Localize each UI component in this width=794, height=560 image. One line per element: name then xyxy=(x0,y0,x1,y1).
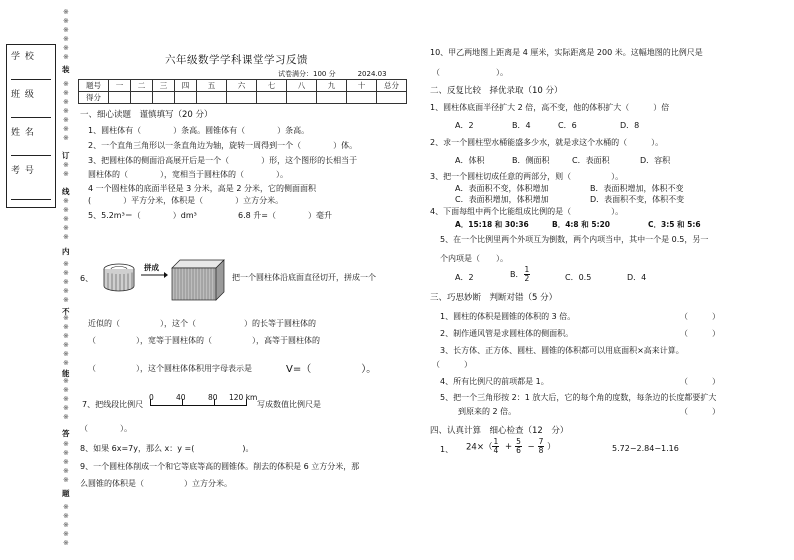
fraction-one-half xyxy=(524,266,531,283)
numerator: 1 xyxy=(524,265,530,274)
binding-char: 答 xyxy=(62,429,70,438)
scale-label: 40 xyxy=(176,393,186,402)
binding-dot: ※ xyxy=(63,341,69,349)
scale-bar xyxy=(150,405,246,406)
choice-2: 2、求一个圆柱型水桶能盛多少水，就是求这个水桶的（ ）。 xyxy=(430,138,664,147)
cuboid-figure xyxy=(170,258,226,302)
section-3-heading: 三、巧思妙断 判断对错（5 分） xyxy=(430,293,558,303)
question-10b: （ ）。 xyxy=(432,68,508,77)
binding-dot: ※ xyxy=(63,512,69,520)
exam-meta xyxy=(278,69,387,79)
binding-dot: ※ xyxy=(63,170,69,178)
choice-5-option: D．4 xyxy=(627,273,647,282)
question-7b: 写成数值比例尺是 xyxy=(257,400,321,409)
binding-dot: ※ xyxy=(63,404,69,412)
binding-dot: ※ xyxy=(63,521,69,529)
question-3b: 圆柱体的（ ），宽相当于圆柱体的（ ）。 xyxy=(88,170,288,179)
score-header-cell: 二 xyxy=(131,80,153,92)
binding-dot: ※ xyxy=(63,503,69,511)
choice-4: 4、下面每组中两个比能组成比例的是（ ）。 xyxy=(430,207,624,216)
fraction-seven-eighths xyxy=(538,438,545,455)
exam-date: 2024.03 xyxy=(357,70,387,78)
binding-dot: ※ xyxy=(63,233,69,241)
cylinder-figure xyxy=(102,263,136,293)
choice-5a: 5、在一个比例里两个外项互为倒数，两个内项当中，其中一个是 0.5，另一 xyxy=(440,235,709,244)
binding-dot: ※ xyxy=(63,215,69,223)
binding-dot: ※ xyxy=(63,206,69,214)
exam-no-label: 考 号 xyxy=(11,166,35,176)
exam-no-line xyxy=(11,199,51,200)
binding-dot: ※ xyxy=(63,197,69,205)
calc-expression-1 xyxy=(466,438,556,455)
choice-3-option: C．表面积增加，体积增加 xyxy=(455,195,549,204)
binding-dot: ※ xyxy=(63,125,69,133)
binding-dot: ※ xyxy=(63,80,69,88)
question-5b: 6.8 升=（ ）毫升 xyxy=(238,211,332,220)
school-line xyxy=(11,79,51,80)
binding-dot: ※ xyxy=(63,314,69,322)
judge-5b: 到原来的 2 倍。 xyxy=(458,407,517,416)
score-header-cell: 九 xyxy=(317,80,347,92)
score-cell[interactable] xyxy=(197,92,227,104)
binding-dot: ※ xyxy=(63,26,69,34)
judge-2: 2、制作通风管是求圆柱体的侧面积。 xyxy=(440,329,574,338)
scale-label: 120 km xyxy=(229,393,258,402)
choice-5-option: C．0.5 xyxy=(565,273,592,282)
section-4-heading: 四、认真计算 细心检查（12 分） xyxy=(430,426,569,436)
binding-dot: ※ xyxy=(63,359,69,367)
question-6c: （ ），宽等于圆柱体的（ ），高等于圆柱体的 xyxy=(88,336,320,345)
question-1: 1、圆柱体有（ ）条高。圆锥体有（ ）条高。 xyxy=(88,126,310,135)
choice-1-option: C．6 xyxy=(558,121,577,130)
choice-1-option: D．8 xyxy=(620,121,640,130)
binding-dot: ※ xyxy=(63,539,69,547)
binding-dot: ※ xyxy=(63,377,69,385)
choice-3-option: D．表面积不变，体积不变 xyxy=(590,195,685,204)
binding-dot: ※ xyxy=(63,395,69,403)
choice-4-option: A．15:18 和 30:36 xyxy=(455,220,529,229)
binding-dot: ※ xyxy=(63,17,69,25)
score-cell[interactable] xyxy=(377,92,407,104)
question-10a: 10、甲乙两地图上距离是 4 厘米，实际距离是 200 米。这幅地图的比例尺是 xyxy=(430,48,703,57)
numerator: 5 xyxy=(516,437,521,446)
binding-dot: ※ xyxy=(63,530,69,538)
judge-5-paren: （ ） xyxy=(680,407,720,416)
class-line xyxy=(11,117,51,118)
binding-dot: ※ xyxy=(63,89,69,97)
question-6b: 近似的（ ），这个（ ）的长等于圆柱体的 xyxy=(88,319,316,328)
choice-2-option: D．容积 xyxy=(640,156,671,165)
question-6d: （ ），这个圆柱体体积用字母表示是 xyxy=(88,364,252,373)
choice-1: 1、圆柱体底面半径扩大 2 倍，高不变，他的体积扩大（ ）倍 xyxy=(430,103,670,112)
binding-dot: ※ xyxy=(63,332,69,340)
binding-char: 装 xyxy=(62,65,70,74)
question-9b: 么圆锥的体积是（ ）立方分米。 xyxy=(80,479,232,488)
numerator: 7 xyxy=(538,437,544,446)
score-header-cell: 六 xyxy=(227,80,257,92)
binding-dot: ※ xyxy=(63,323,69,331)
question-6-number: 6、 xyxy=(80,274,94,283)
denominator: 8 xyxy=(538,446,544,455)
numerator: 1 xyxy=(493,437,499,446)
option-letter: B． xyxy=(510,270,524,279)
full-score: 试卷满分：100 分 xyxy=(278,70,336,78)
binding-dot: ※ xyxy=(63,440,69,448)
binding-char: 题 xyxy=(62,489,70,498)
binding-dot: ※ xyxy=(63,98,69,106)
choice-5-option: A．2 xyxy=(455,273,474,282)
binding-dot: ※ xyxy=(63,260,69,268)
binding-char: 内 xyxy=(62,247,70,256)
choice-4-option: B．4:8 和 5:20 xyxy=(552,220,611,229)
binding-dot: ※ xyxy=(63,269,69,277)
binding-dot: ※ xyxy=(63,413,69,421)
judge-3b: （ ） xyxy=(432,360,472,369)
name-line xyxy=(11,155,51,156)
score-cell[interactable] xyxy=(317,92,347,104)
judge-3a: 3、长方体、正方体、圆柱、圆锥的体积都可以用底面积×高来计算。 xyxy=(440,346,684,355)
judge-4-paren: （ ） xyxy=(680,377,720,386)
class-label: 班 级 xyxy=(11,90,35,100)
binding-dot: ※ xyxy=(63,467,69,475)
fraction-five-sixths xyxy=(515,438,522,455)
binding-dot: ※ xyxy=(63,386,69,394)
judge-5a: 5、把一个三角形按 2：1 放大后，它的每个角的度数，每条边的长度都要扩大 xyxy=(440,393,717,402)
score-cell[interactable] xyxy=(257,92,287,104)
denominator: 2 xyxy=(524,274,530,283)
calc-number: 1、 xyxy=(440,445,454,454)
binding-line xyxy=(63,8,73,553)
choice-2-option: A．体积 xyxy=(455,156,485,165)
score-cell[interactable] xyxy=(109,92,131,104)
score-cell[interactable] xyxy=(131,92,153,104)
score-cell[interactable] xyxy=(227,92,257,104)
score-header-cell: 五 xyxy=(197,80,227,92)
choice-1-option: A．2 xyxy=(455,121,474,130)
score-cell[interactable] xyxy=(347,92,377,104)
score-table xyxy=(78,79,407,104)
binding-char: 不 xyxy=(62,307,70,316)
question-9a: 9、一个圆柱体削成一个和它等底等高的圆锥体。削去的体积是 6 立方分米，那 xyxy=(80,462,360,471)
binding-dot: ※ xyxy=(63,476,69,484)
arrow-figure xyxy=(140,262,168,282)
choice-4-option: C．3:5 和 5:6 xyxy=(648,220,701,229)
student-info-box xyxy=(6,44,56,208)
binding-dot: ※ xyxy=(63,8,69,16)
binding-dot: ※ xyxy=(63,107,69,115)
denominator: 4 xyxy=(493,446,499,455)
binding-dot: ※ xyxy=(63,287,69,295)
score-cell[interactable] xyxy=(175,92,197,104)
section-2-heading: 二、反复比较 择优录取（10 分） xyxy=(430,86,563,96)
expr-prefix: 24×（ xyxy=(466,442,493,453)
choice-5b: 个内项是（ ）。 xyxy=(440,254,508,263)
choice-5-option xyxy=(510,266,530,283)
binding-dot: ※ xyxy=(63,278,69,286)
binding-dot: ※ xyxy=(63,35,69,43)
score-header-cell: 四 xyxy=(175,80,197,92)
school-label: 学 校 xyxy=(11,52,35,62)
question-3a: 3、把圆柱体的侧面沿高展开后是一个（ ）形，这个图形的长相当于 xyxy=(88,156,358,165)
question-7c: （ ）。 xyxy=(80,424,132,433)
binding-char: 订 xyxy=(62,151,70,160)
scale-label: 80 xyxy=(208,393,218,402)
score-row-label: 得分 xyxy=(79,92,109,104)
arrow-label: 拼成 xyxy=(144,263,159,272)
arrow-right-icon xyxy=(140,271,168,279)
plus-sign: + xyxy=(504,441,513,452)
binding-dot: ※ xyxy=(63,224,69,232)
choice-2-option: B．侧面积 xyxy=(512,156,550,165)
score-header-cell: 题号 xyxy=(79,80,109,92)
binding-dot: ※ xyxy=(63,134,69,142)
binding-dot: ※ xyxy=(63,449,69,457)
judge-2-paren: （ ） xyxy=(680,329,720,338)
binding-dot: ※ xyxy=(63,116,69,124)
question-4b: ( ）平方分米，体积是（ ）立方分米。 xyxy=(88,196,284,205)
question-7a: 7、把线段比例尺 xyxy=(82,400,144,409)
binding-dot: ※ xyxy=(63,161,69,169)
fraction-one-quarter xyxy=(492,438,499,455)
score-header-cell: 十 xyxy=(347,80,377,92)
choice-1-option: B．4 xyxy=(512,121,531,130)
score-cell[interactable] xyxy=(153,92,175,104)
binding-char: 线 xyxy=(62,187,70,196)
score-header-cell: 三 xyxy=(153,80,175,92)
binding-char: 能 xyxy=(62,369,70,378)
score-header-cell: 一 xyxy=(109,80,131,92)
question-5a: 5、5.2m³＝（ ）dm³ xyxy=(88,211,197,220)
judge-4: 4、所有比例尺的前项都是 1。 xyxy=(440,377,549,386)
judge-1-paren: （ ） xyxy=(680,312,720,321)
page-title: 六年级数学学科课堂学习反馈 xyxy=(165,54,308,66)
judge-1: 1、圆柱的体积是圆锥的体积的 3 倍。 xyxy=(440,312,576,321)
score-header-cell: 八 xyxy=(287,80,317,92)
binding-dot: ※ xyxy=(63,458,69,466)
choice-3-option: A．表面积不变，体积增加 xyxy=(455,184,549,193)
line-scale xyxy=(148,395,266,407)
name-label: 姓 名 xyxy=(11,128,35,138)
question-2: 2、一个直角三角形以一条直角边为轴，旋转一周得到一个（ ）体。 xyxy=(88,141,358,150)
section-1-heading: 一、细心读题 谨慎填写（20 分） xyxy=(80,110,213,120)
denominator: 6 xyxy=(516,446,521,455)
score-cell[interactable] xyxy=(287,92,317,104)
score-header-cell: 七 xyxy=(257,80,287,92)
calc-expression-2: 5.72−2.84−1.16 xyxy=(612,444,679,453)
binding-dot: ※ xyxy=(63,296,69,304)
question-8: 8、如果 6x=7y，那么 x：y =( )。 xyxy=(80,444,254,453)
question-4a: 4 一个圆柱体的底面半径是 3 分米，高是 2 分米，它的侧面面积 xyxy=(88,184,316,193)
binding-dot: ※ xyxy=(63,44,69,52)
binding-dot: ※ xyxy=(63,350,69,358)
minus-sign: − xyxy=(527,441,535,452)
choice-2-option: C．表面积 xyxy=(572,156,610,165)
score-header-cell: 总分 xyxy=(377,80,407,92)
expr-close: ） xyxy=(547,442,556,453)
question-6a: 把一个圆柱体沿底面直径切开，拼成一个 xyxy=(232,273,376,282)
binding-dot: ※ xyxy=(63,53,69,61)
choice-3-option: B．表面积增加，体积不变 xyxy=(590,184,684,193)
scale-label: 0 xyxy=(149,393,154,402)
choice-3: 3、把一个圆柱切成任意的两部分，则（ ）。 xyxy=(430,172,624,181)
question-6-formula: V=（ ）。 xyxy=(286,364,377,375)
